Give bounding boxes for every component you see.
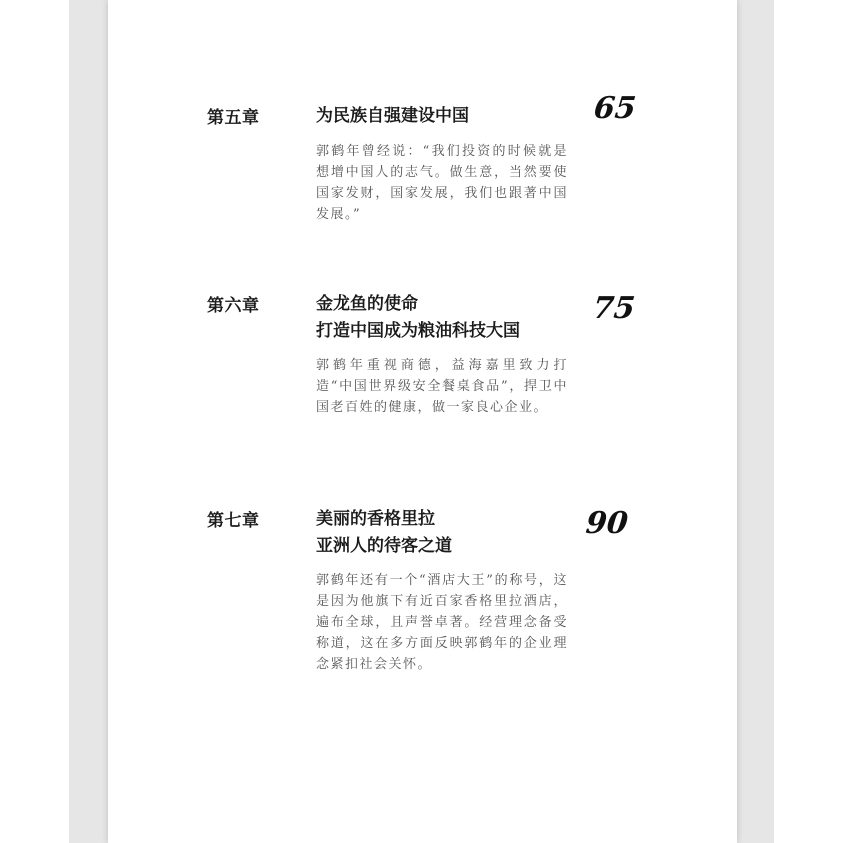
chapter-description: 郭鹤年重视商德，益海嘉里致力打造“中国世界级安全餐桌食品”，捍卫中国老百姓的健康，做一家良心企业。 — [316, 358, 568, 415]
chapter-page-number: 75 — [591, 291, 637, 326]
chapter-page-number: 65 — [592, 91, 638, 126]
chapter-label: 第五章 — [207, 108, 260, 128]
toc-entry-chapter-6[interactable] — [108, 291, 737, 441]
chapter-title-line: 金龙鱼的使命 — [316, 294, 418, 314]
chapter-page-number: 90 — [584, 506, 630, 541]
chapter-title-line: 为民族自强建设中国 — [316, 106, 469, 126]
viewer-gutter-left — [69, 0, 108, 843]
chapter-title — [316, 506, 576, 560]
toc-entry-chapter-5[interactable] — [108, 91, 737, 233]
chapter-title-line: 美丽的香格里拉 — [316, 509, 435, 529]
document-page — [108, 0, 737, 843]
toc-entry-chapter-7[interactable] — [108, 506, 737, 676]
chapter-label: 第七章 — [207, 511, 260, 531]
chapter-title — [316, 103, 576, 130]
chapter-title — [316, 291, 576, 345]
chapter-description: 郭鹤年还有一个“酒店大王”的称号，这是因为他旗下有近百家香格里拉酒店，遍布全球，且声誉卓著。经营理念备受称道，这在多方面反映郭鹤年的企业理念紧扣社会关怀。 — [316, 573, 568, 672]
viewer-gutter-right — [737, 0, 774, 843]
chapter-title-line: 打造中国成为粮油科技大国 — [316, 321, 520, 341]
chapter-description: 郭鹤年曾经说：“我们投资的时候就是想增中国人的志气。做生意，当然要使国家发财，国家发展，我们也跟著中国发展。” — [316, 144, 568, 222]
chapter-title-line: 亚洲人的待客之道 — [316, 536, 452, 556]
chapter-label: 第六章 — [207, 296, 260, 316]
